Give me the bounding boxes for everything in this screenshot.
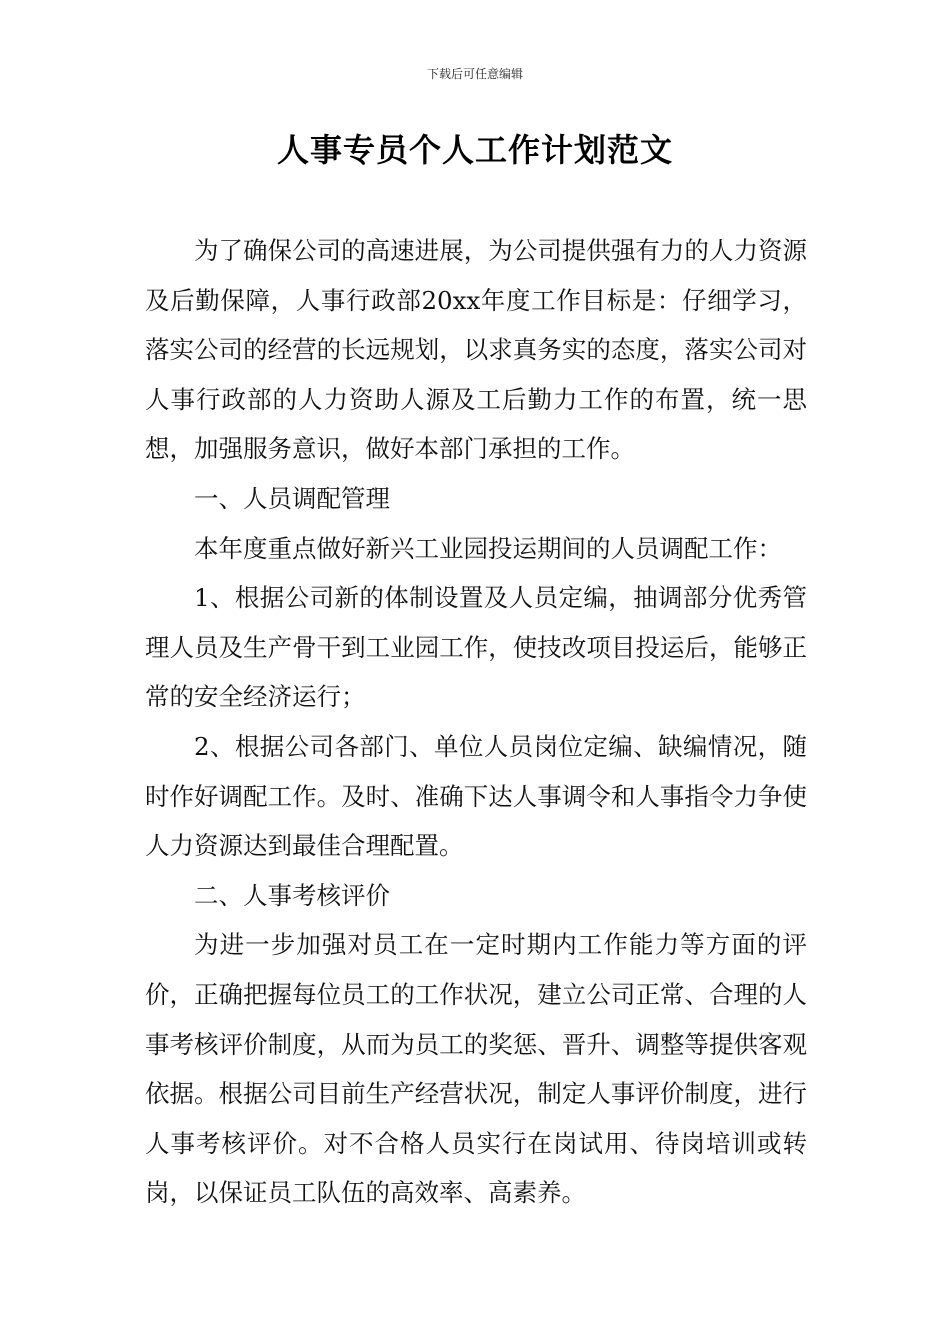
paragraph-allocation-focus: 本年度重点做好新兴工业园投运期间的人员调配工作： xyxy=(194,533,782,563)
paragraph-assessment: 为进一步加强对员工在一定时期内工作能力等方面的评价，正确把握每位员工的工作状况，建立公司正常、合理的人事考核评价制度，从而为员工的奖惩、晋升、调整等提供客观依据。根据公司目前生产经营状况，制定人事评价制度，进行人事考核评价。对不合格人员实行在岗试用、待岗培训或转岗，以保证员工队伍的高效率、高素养。 xyxy=(145,930,807,1208)
header-note: 下载后可任意编辑 xyxy=(426,67,523,81)
paragraph-intro: 为了确保公司的高速进展，为公司提供强有力的人力资源及后勤保障，人事行政部20xx年度工作目标是：仔细学习，落实公司的经营的长远规划，以求真务实的态度，落实公司对人事行政部的人力资助人源及工后勤力工作的布置，统一思想，加强服务意识，做好本部门承担的工作。 xyxy=(145,236,807,464)
document-title: 人事专员个人工作计划范文 xyxy=(276,131,673,169)
list-item-1: 1、根据公司新的体制设置及人员定编，抽调部分优秀管理人员及生产骨干到工业园工作，使技改项目投运后，能够正常的安全经济运行； xyxy=(145,583,807,712)
document-body xyxy=(145,226,807,1218)
section-heading-assessment: 二、人事考核评价 xyxy=(194,880,390,910)
list-item-2: 2、根据公司各部门、单位人员岗位定编、缺编情况，随时作好调配工作。及时、准确下达人事调令和人事指令力争使人力资源达到最佳合理配置。 xyxy=(145,731,807,861)
section-heading-staff-allocation: 一、人员调配管理 xyxy=(194,483,390,513)
